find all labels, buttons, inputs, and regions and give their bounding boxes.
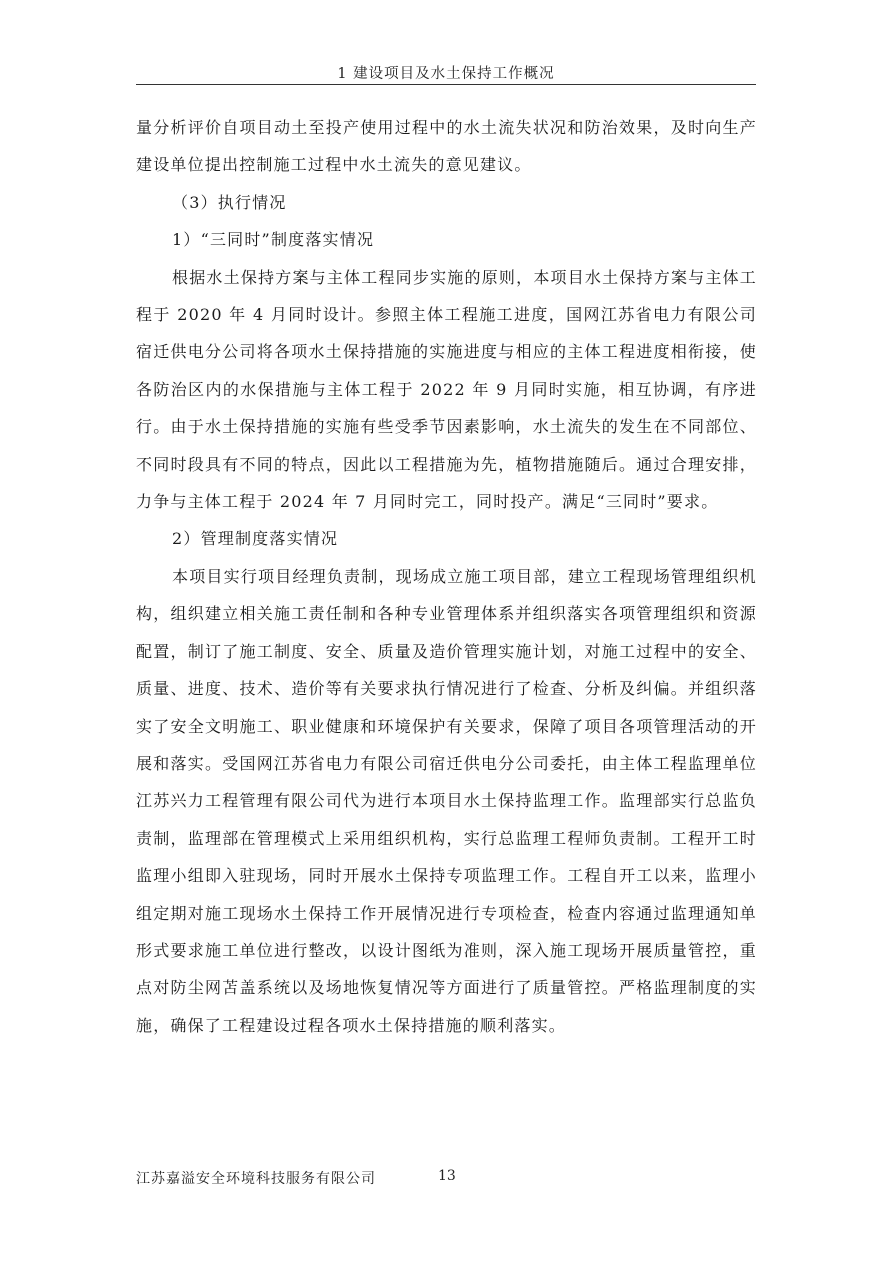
subheading-three-simultaneities: 1）“三同时”制度落实情况 [172,230,375,250]
paragraph-management-system: 本项目实行项目经理负责制，现场成立施工项目部，建立工程现场管理组织机构，组织建立相关施工责任制和各种专业管理体系并组织落实各项管理组织和资源配置，制订了施工制度、安全、质量及造价管理实施计划，对施工过程中的安全、质量、进度、技术、造价等有关要求执行情况进行了检查、分析及纠偏。并组织落实了安全文明施工、职业健康和环境保护有关要求，保障了项目各项管理活动的开展和落实。受国网江苏省电力有限公司宿迁供电分公司委托，由主体工程监理单位江苏兴力工程管理有限公司代为进行本项目水土保持监理工作。监理部实行总监负责制，监理部在管理模式上采用组织机构，实行总监理工程师负责制。工程开工时监理小组即入驻现场，同时开展水土保持专项监理工作。工程自开工以来，监理小组定期对施工现场水土保持工作开展情况进行专项检查，检查内容通过监理通知单形式要求施工单位进行整改，以设计图纸为准则，深入施工现场开展质量管控，重点对防尘网苫盖系统以及场地恢复情况等方面进行了质量管控。严格监理制度的实施，确保了工程建设过程各项水土保持措施的顺利落实。 [136,566,757,1035]
page-number: 13 [438,1168,456,1184]
subheading-management-system: 2）管理制度落实情况 [172,529,339,549]
section-heading-execution: （3）执行情况 [172,192,287,212]
header-divider [136,84,756,85]
paragraph-three-simultaneities: 根据水土保持方案与主体工程同步实施的原则，本项目水土保持方案与主体工程于 2020 年 4 月同时设计。参照主体工程施工进度，国网江苏省电力有限公司宿迁供电分公司将各项水土保持措施的实施进度与相应的主体工程进度相衔接，使各防治区内的水保措施与主体工程于 2022 年 9 月同时实施，相互协调，有序进行。由于水土保持措施的实施有些受季节因素影响，水土流失的发生在不同部位、不同时段具有不同的特点，因此以工程措施为先，植物措施随后。通过合理安排，力争与主体工程于 2024 年 7 月同时完工，同时投产。满足“三同时”要求。 [136,267,757,512]
paragraph-continuation: 量分析评价自项目动土至投产使用过程中的水土流失状况和防治效果，及时向生产建设单位提出控制施工过程中水土流失的意见建议。 [136,118,757,175]
document-body [136,109,757,1044]
footer-company: 江苏嘉溢安全环境科技服务有限公司 [136,1171,376,1187]
page-header-title: 1 建设项目及水土保持工作概况 [337,66,555,82]
